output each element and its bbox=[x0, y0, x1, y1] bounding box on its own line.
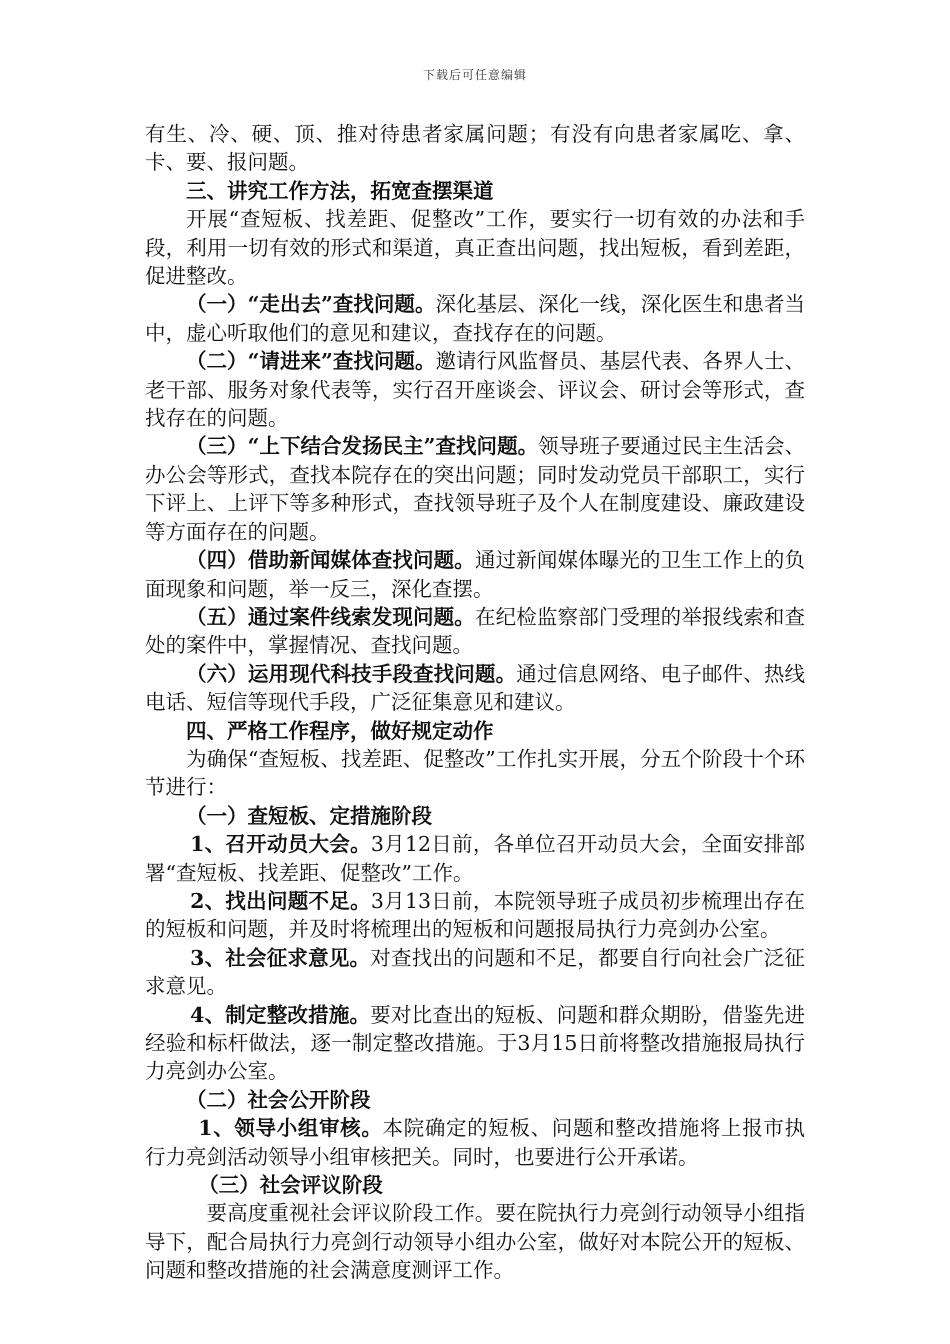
paragraph bbox=[145, 1001, 805, 1086]
paragraph-text: 要高度重视社会评议阶段工作。要在院执行力亮剑行动领导小组指导下，配合局执行力亮剑行动领导小组办公室，做好对本院公开的短板、问题和整改措施的社会满意度测评工作。 bbox=[145, 1201, 805, 1283]
paragraph bbox=[145, 290, 805, 347]
paragraph bbox=[145, 546, 805, 603]
paragraph-lead: 4、制定整改措施。 bbox=[190, 1002, 371, 1027]
page-header: 下载后可任意编辑 bbox=[422, 68, 527, 82]
subsection-heading bbox=[145, 1086, 805, 1114]
paragraph-text: 为确保“查短板、找差距、促整改”工作扎实开展，分五个阶段十个环节进行： bbox=[145, 746, 805, 800]
paragraph-lead: （五）通过案件线索发现问题。 bbox=[186, 604, 475, 629]
paragraph-lead: （四）借助新闻媒体查找问题。 bbox=[186, 548, 475, 573]
paragraph bbox=[145, 432, 805, 546]
section-heading bbox=[145, 177, 805, 205]
paragraph bbox=[145, 745, 805, 802]
paragraph bbox=[145, 887, 805, 944]
paragraph bbox=[145, 347, 805, 432]
paragraph-text: 领导班子要通过民主生活会、办公会等形式，查找本院存在的突出问题；同时发动党员干部职工，实行下评上、上评下等多种形式，查找领导班子及个人在制度建设、廉政建设等方面存在的问题。 bbox=[145, 434, 806, 544]
paragraph-lead: （二）“请进来”查找问题。 bbox=[186, 349, 436, 374]
paragraph-text: 本院确定的短板、问题和整改措施将上报市执行力亮剑活动领导小组审核把关。同时，也要进行公开承诺。 bbox=[145, 1116, 806, 1169]
paragraph-lead: 1、召开动员大会。 bbox=[190, 832, 371, 857]
paragraph-text: 开展“查短板、找差距、促整改”工作，要实行一切有效的办法和手段，利用一切有效的形式和渠道，真正查出问题，找出短板，看到差距，促进整改。 bbox=[145, 207, 805, 289]
paragraph bbox=[145, 603, 805, 660]
paragraph-text: 要对比查出的短板、问题和群众期盼，借鉴先进经验和标杆做法，逐一制定整改措施。于3月15日前将整改措施报局执行力亮剑办公室。 bbox=[145, 1002, 805, 1084]
paragraph-lead: （六）运用现代科技手段查找问题。 bbox=[186, 661, 517, 686]
paragraph-lead: 3、社会征求意见。 bbox=[190, 945, 371, 970]
paragraph-text: 邀请行风监督员、基层代表、各界人士、老干部、服务对象代表等，实行召开座谈会、评议会、研讨会等形式，查找存在的问题。 bbox=[145, 349, 805, 431]
paragraph-text: 通过新闻媒体曝光的卫生工作上的负面现象和问题，举一反三，深化查摆。 bbox=[145, 548, 806, 601]
paragraph-text: 在纪检监察部门受理的举报线索和查处的案件中，掌握情况、查找问题。 bbox=[145, 604, 806, 658]
paragraph-lead: 2、找出问题不足。 bbox=[190, 888, 371, 913]
paragraph-text: 通过信息网络、电子邮件、热线电话、短信等现代手段，广泛征集意见和建议。 bbox=[145, 661, 806, 715]
subsection-heading-text: （二）社会公开阶段 bbox=[186, 1087, 371, 1112]
paragraph bbox=[145, 1114, 805, 1171]
paragraph bbox=[145, 944, 805, 1001]
paragraph-text: 3月12日前，各单位召开动员大会，全面安排部署“查短板、找差距、促整改”工作。 bbox=[145, 832, 805, 885]
paragraph-text: 3月13日前，本院领导班子成员初步梳理出存在的短板和问题，并及时将梳理出的短板和问题报局执行力亮剑办公室。 bbox=[145, 888, 805, 942]
paragraph bbox=[145, 1199, 805, 1284]
paragraph bbox=[145, 660, 805, 717]
subsection-heading bbox=[145, 802, 805, 830]
paragraph bbox=[145, 205, 805, 290]
paragraph bbox=[145, 120, 805, 177]
section-heading-text: 三、讲究工作方法，拓宽查摆渠道 bbox=[186, 178, 494, 203]
subsection-heading bbox=[145, 1171, 805, 1199]
subsection-heading-text: （一）查短板、定措施阶段 bbox=[186, 803, 432, 828]
document-body bbox=[145, 120, 805, 1285]
section-heading bbox=[145, 717, 805, 745]
section-heading-text: 四、严格工作程序，做好规定动作 bbox=[186, 718, 494, 743]
paragraph-text: 对查找出的问题和不足，都要自行向社会广泛征求意见。 bbox=[145, 945, 805, 999]
paragraph-lead: 1、领导小组审核。 bbox=[198, 1116, 383, 1141]
paragraph-lead: （三）“上下结合发扬民主”查找问题。 bbox=[186, 434, 539, 459]
subsection-heading-text: （三）社会评议阶段 bbox=[198, 1173, 383, 1198]
paragraph-text: 有生、冷、硬、顶、推对待患者家属问题；有没有向患者家属吃、拿、卡、要、报问题。 bbox=[145, 122, 805, 175]
paragraph bbox=[145, 830, 805, 887]
paragraph-lead: （一）“走出去”查找问题。 bbox=[186, 292, 436, 317]
paragraph-text: 深化基层、深化一线，深化医生和患者当中，虚心听取他们的意见和建议，查找存在的问题。 bbox=[145, 292, 805, 345]
